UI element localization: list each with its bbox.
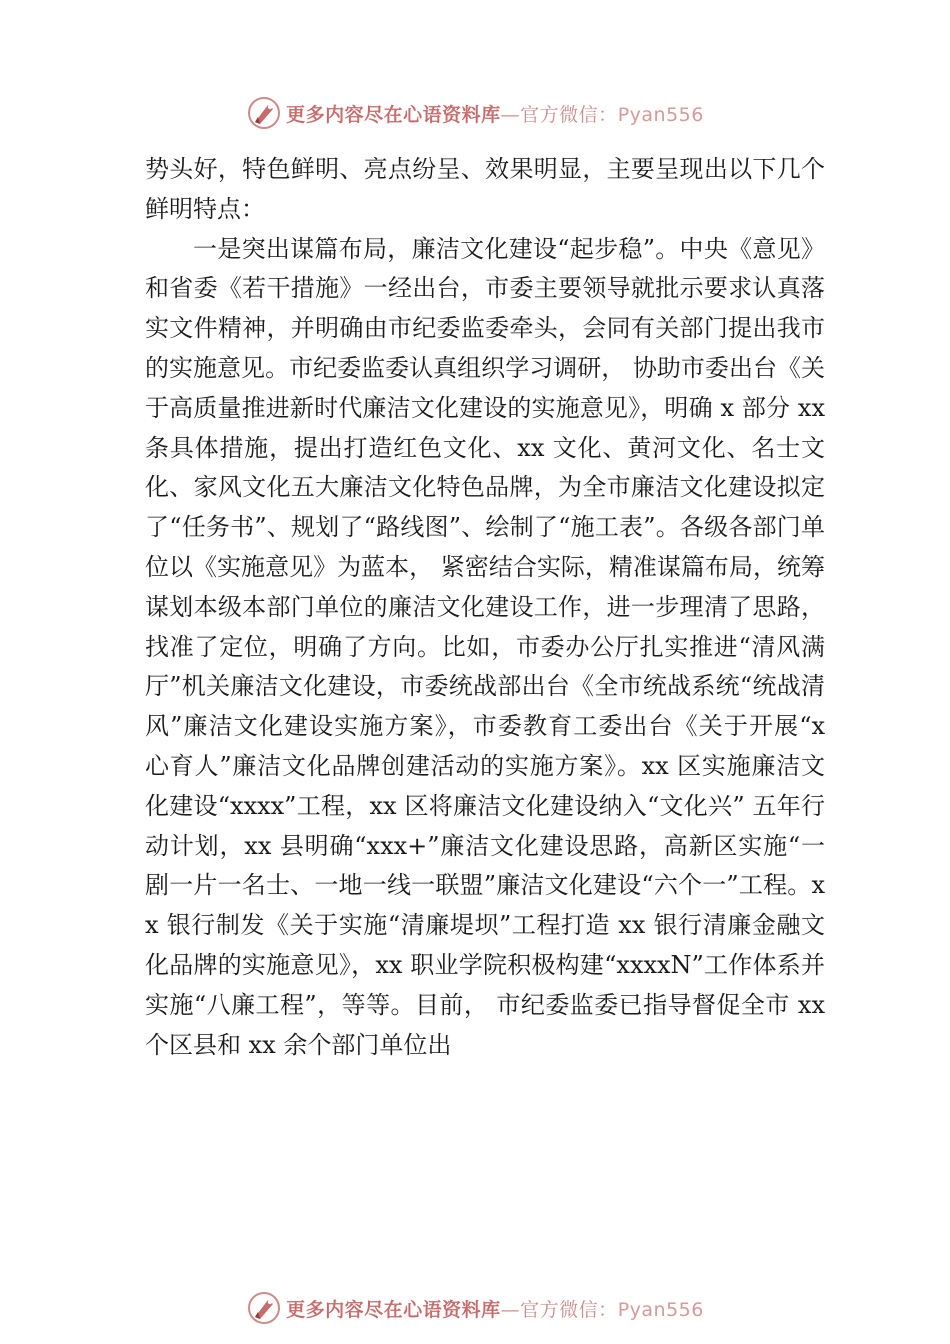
header-text bbox=[286, 100, 704, 127]
footer-text-part2: —官方微信： bbox=[500, 1298, 618, 1321]
paragraph-2: 一是突出谋篇布局，廉洁文化建设“起步稳”。中央《意见》和省委《若干措施》一经出台，市委主要领导就批示要求认真落实文件精神，并明确由市纪委监委牵头，会同有关部门提出我市的实施意见。市纪委监委认真组织学习调研， 协助市委出台《关于高质量推进新时代廉洁文化建设的实施意见》，明确 x 部分 xx 条具体措施，提出打造红色文化、xx 文化、黄河文化、名士文化、家风文化五大廉洁文化特色品牌，为全市廉洁文化建设拟定了“任务书”、规划了“路线图”、绘制了“施工表”。各级各部门单位以《实施意见》为蓝本， 紧密结合实际，精准谋篇布局，统筹谋划本级本部门单位的廉洁文化建设工作，进一步理清了思路，找准了定位，明确了方向。比如，市委办公厅扎实推进“清风满厅”机关廉洁文化建设，市委统战部出台《全市统战系统“统战清风”廉洁文化建设实施方案》，市委教育工委出台《关于开展“x 心育人”廉洁文化品牌创建活动的实施方案》。xx 区实施廉洁文化建设“xxxx”工程，xx 区将廉洁文化建设纳入“文化兴” 五年行动计划，xx 县明确“xxx+”廉洁文化建设思路，高新区实施“一剧一片一名士、一地一线一联盟”廉洁文化建设“六个一”工程。xx 银行制发《关于实施“清廉堤坝”工程打造 xx 银行清廉金融文化品牌的实施意见》，xx 职业学院积极构建“xxxxN”工作体系并实施“八廉工程”，等等。目前， 市纪委监委已指导督促全市 xx 个区县和 xx 余个部门单位出 bbox=[145, 234, 825, 1059]
footer-text bbox=[286, 1295, 704, 1322]
footer-text-part3: Pyan556 bbox=[617, 1298, 704, 1321]
pen-nib-logo-icon bbox=[246, 1290, 282, 1326]
header-text-part3: Pyan556 bbox=[617, 103, 704, 126]
footer-text-part1: 更多内容尽在心语资料库 bbox=[286, 1298, 501, 1321]
document-body bbox=[145, 150, 825, 1065]
header-banner bbox=[0, 93, 950, 133]
header-text-part2: —官方微信： bbox=[500, 103, 618, 126]
header-text-part1: 更多内容尽在心语资料库 bbox=[286, 103, 501, 126]
paragraph-1: 势头好，特色鲜明、亮点纷呈、效果明显，主要呈现出以下几个鲜明特点： bbox=[145, 155, 825, 223]
pen-nib-logo-icon bbox=[246, 95, 282, 131]
footer-banner bbox=[0, 1288, 950, 1328]
